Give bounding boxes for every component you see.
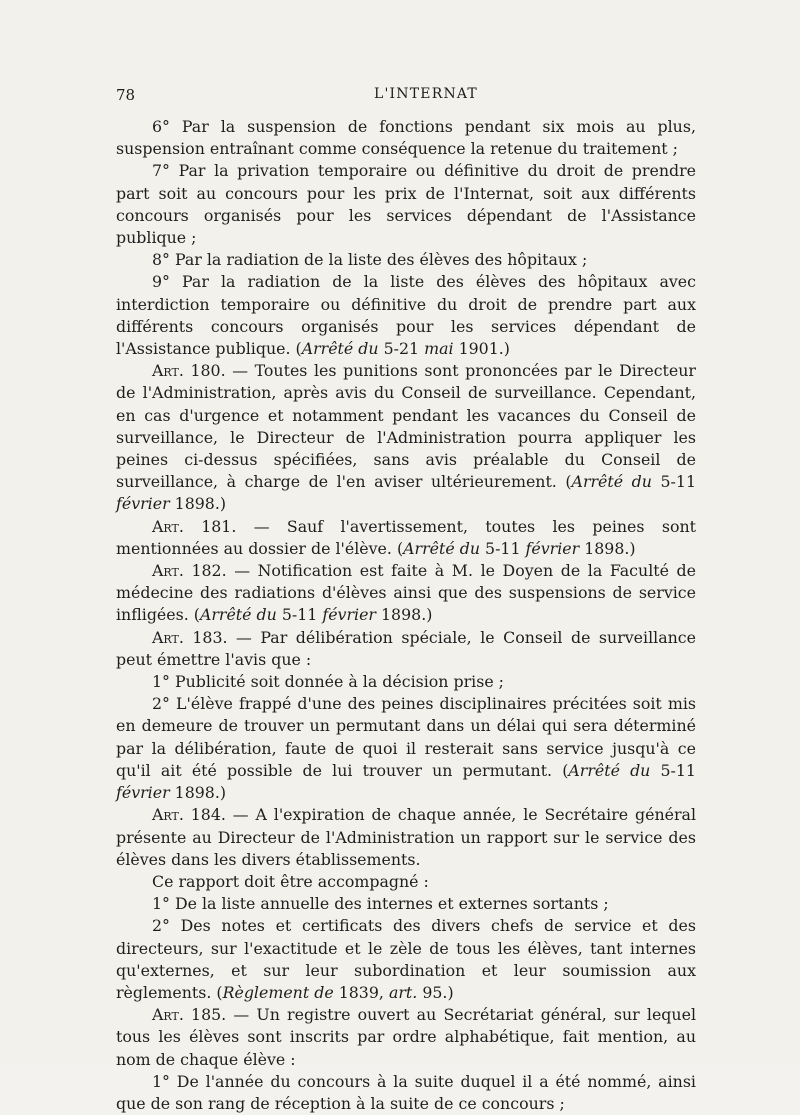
paragraph-text: 2° Des notes et certificats des divers chefs de service et des directeurs, sur l'exactitude et le zèle de tous les élèves, tant internes qu'externes, et sur leur subordination et leur soumission aux règlements. ( — [116, 916, 696, 1002]
article-number: Art. 184. — [152, 805, 226, 825]
reference-source: Arrêté du — [571, 472, 652, 492]
reference-month: mai — [424, 339, 454, 359]
paragraph-text: — Notification est faite à M. le Doyen de la Faculté de médecine des radiations d'élèves ainsi que des suspensions de service infligées. ( — [116, 561, 696, 625]
paragraph-text: 1° De la liste annuelle des internes et externes sortants ; — [152, 894, 609, 914]
paragraph-text: 9° Par la radiation de la liste des élèves des hôpitaux avec interdiction temporaire ou définitive du droit de prendre part aux différents concours organisés pour les services dépendant de l'Assistance publique. ( — [116, 272, 696, 359]
article-paragraph — [116, 627, 696, 671]
reference-year: 1901.) — [453, 339, 510, 359]
reference-month: art. — [388, 982, 418, 1002]
paragraph — [116, 1071, 696, 1115]
paragraph — [116, 693, 696, 804]
running-title: L'INTERNAT — [374, 86, 478, 102]
paragraph-text: 6° Par la suspension de fonctions pendant six mois au plus, suspension entraînant comme conséquence la retenue du traitement ; — [116, 117, 696, 159]
paragraph — [116, 271, 696, 360]
reference-source: Arrêté du — [199, 605, 277, 625]
paragraph-text: 8° Par la radiation de la liste des élèves des hôpitaux ; — [152, 250, 588, 270]
paragraph-text: Ce rapport doit être accompagné : — [152, 871, 429, 891]
paragraph-text: 2° L'élève frappé d'une des peines disciplinaires précitées soit mis en demeure de trouver un permutant dans un délai qui sera déterminé par la délibération, faute de quoi il resterait sans service jusqu'à ce qu'il ait été possible de lui trouver un permutant. ( — [116, 694, 696, 780]
reference-date: 5-11 — [650, 760, 696, 780]
paragraph-text: 1° Publicité soit donnée à la décision prise ; — [152, 672, 505, 692]
reference-date: 5-21 — [378, 339, 425, 359]
body-text — [116, 116, 696, 1115]
paragraph-text: — Toutes les punitions sont prononcées par le Directeur de l'Administration, après avis du Conseil de surveillance. Cependant, en cas d'urgence et notamment pendant les vacances du Conseil de surveillance, le Directeur de l'Administration pourra appliquer les peines ci-dessus spécifiées, sans avis préalable du Conseil de surveillance, à charge de l'en aviser ultérieurement. ( — [116, 361, 696, 492]
article-number: Art. 181. — [152, 516, 237, 536]
paragraph — [116, 249, 696, 271]
reference-source: Arrêté du — [403, 538, 480, 558]
paragraph — [116, 160, 696, 249]
paragraph-text: — Par délibération spéciale, le Conseil de surveillance peut émettre l'avis que : — [116, 627, 696, 669]
reference-month: février — [116, 494, 170, 514]
running-header — [116, 86, 696, 106]
article-paragraph — [116, 560, 696, 627]
paragraph — [116, 915, 696, 1004]
reference-source: Arrêté du — [301, 339, 379, 359]
reference-month: février — [322, 605, 376, 625]
reference-source: Arrêté du — [568, 760, 651, 780]
reference-year: 95.) — [417, 982, 454, 1002]
reference-year: 1898.) — [375, 605, 433, 625]
paragraph-text: 1° De l'année du concours à la suite duquel il a été nommé, ainsi que de son rang de réception à la suite de ce concours ; — [116, 1071, 696, 1113]
paragraph — [116, 871, 696, 893]
reference-month: février — [116, 783, 170, 803]
reference-date: 5-11 — [480, 538, 526, 558]
paragraph — [116, 116, 696, 160]
paragraph — [116, 893, 696, 915]
article-paragraph — [116, 804, 696, 871]
article-paragraph — [116, 1004, 696, 1071]
reference-date: 1839, — [333, 982, 389, 1002]
reference-source: Règlement de — [222, 982, 334, 1002]
reference-date: 5-11 — [276, 605, 323, 625]
reference-year: 1898.) — [169, 494, 227, 514]
article-number: Art. 183. — [152, 627, 228, 647]
article-number: Art. 185. — [152, 1005, 227, 1025]
paragraph — [116, 671, 696, 693]
reference-year: 1898.) — [169, 783, 227, 803]
article-number: Art. 182. — [152, 561, 227, 581]
reference-month: février — [525, 538, 580, 558]
paragraph-text: 7° Par la privation temporaire ou définitive du droit de prendre part soit au concours pour les prix de l'Internat, soit aux différents concours organisés pour les services dépendant de l'Assistance publique ; — [116, 161, 696, 248]
page-number: 78 — [116, 86, 136, 104]
reference-year: 1898.) — [579, 538, 636, 558]
article-paragraph — [116, 360, 696, 515]
paragraph-text: — A l'expiration de chaque année, le Secrétaire général présente au Directeur de l'Administration un rapport sur le service des élèves dans les divers établissements. — [116, 805, 696, 869]
article-paragraph — [116, 516, 696, 560]
paragraph-text: — Sauf l'avertissement, toutes les peines sont mentionnées au dossier de l'élève. ( — [116, 516, 696, 558]
article-number: Art. 180. — [152, 361, 226, 381]
paragraph-text: — Un registre ouvert au Secrétariat général, sur lequel tous les élèves sont inscrits par ordre alphabétique, fait mention, au nom de chaque élève : — [116, 1005, 696, 1069]
reference-date: 5-11 — [651, 472, 696, 492]
